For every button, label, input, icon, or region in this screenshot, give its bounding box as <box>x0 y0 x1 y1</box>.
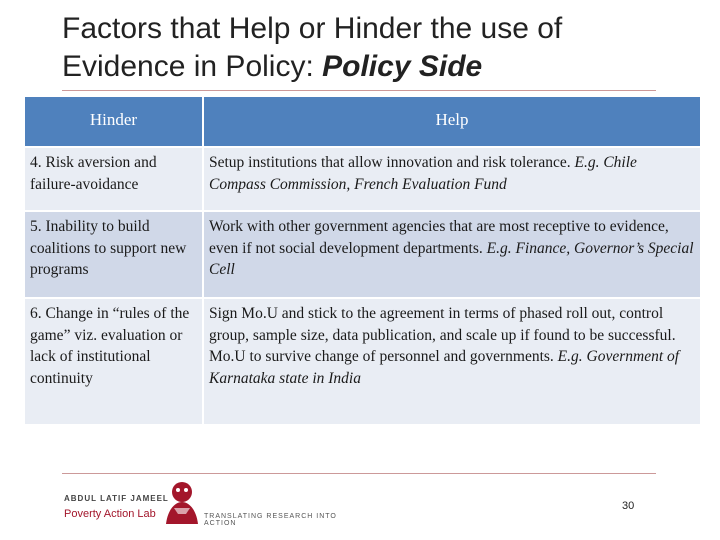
page-number: 30 <box>622 500 635 512</box>
header-help: Help <box>203 97 700 147</box>
table-row <box>25 147 700 211</box>
title-divider <box>62 90 656 91</box>
title-line-1: Factors that Help or Hinder the use of <box>62 12 563 45</box>
example-text: E.g. Finance, Governor’s Special Cell <box>209 239 694 278</box>
table-row <box>25 211 700 298</box>
help-text: Work with other government agencies that are most receptive to evidence, even if not social development departments. <box>209 218 669 257</box>
title-emphasis: Policy Side <box>322 50 483 83</box>
hinder-cell: 5. Inability to build coalitions to support new programs <box>25 211 203 298</box>
logo-line-1: ABDUL LATIF JAMEEL <box>64 494 169 503</box>
example-text: E.g. Government of Karnataka state in India <box>209 348 680 387</box>
help-text: Setup institutions that allow innovation and risk tolerance. <box>209 154 575 171</box>
hinder-cell: 4. Risk aversion and failure-avoidance <box>25 147 203 211</box>
title-line-2-prefix: Evidence in Policy: <box>62 50 323 83</box>
footer-divider <box>62 473 656 474</box>
help-cell <box>203 211 700 298</box>
factors-table <box>25 97 700 424</box>
logo-portrait-icon <box>160 478 204 524</box>
header-hinder: Hinder <box>25 97 203 147</box>
logo-tagline: TRANSLATING RESEARCH INTO ACTION <box>204 513 337 527</box>
hinder-cell: 6. Change in “rules of the game” viz. evaluation or lack of institutional continuity <box>25 298 203 424</box>
slide-title <box>62 10 682 86</box>
help-cell <box>203 147 700 211</box>
example-text: E.g. Chile Compass Commission, French Evaluation Fund <box>209 154 637 193</box>
title-line-2 <box>62 48 682 86</box>
help-cell <box>203 298 700 424</box>
table-row <box>25 298 700 424</box>
table-header-row <box>25 97 700 147</box>
logo-line-2: Poverty Action Lab <box>64 508 156 520</box>
help-text: Sign Mo.U and stick to the agreement in terms of phased roll out, control group, sample size, data publication, and scale up if found to be successful. Mo.U to survive change of personnel and governments. <box>209 305 676 365</box>
jpal-logo <box>62 478 362 526</box>
